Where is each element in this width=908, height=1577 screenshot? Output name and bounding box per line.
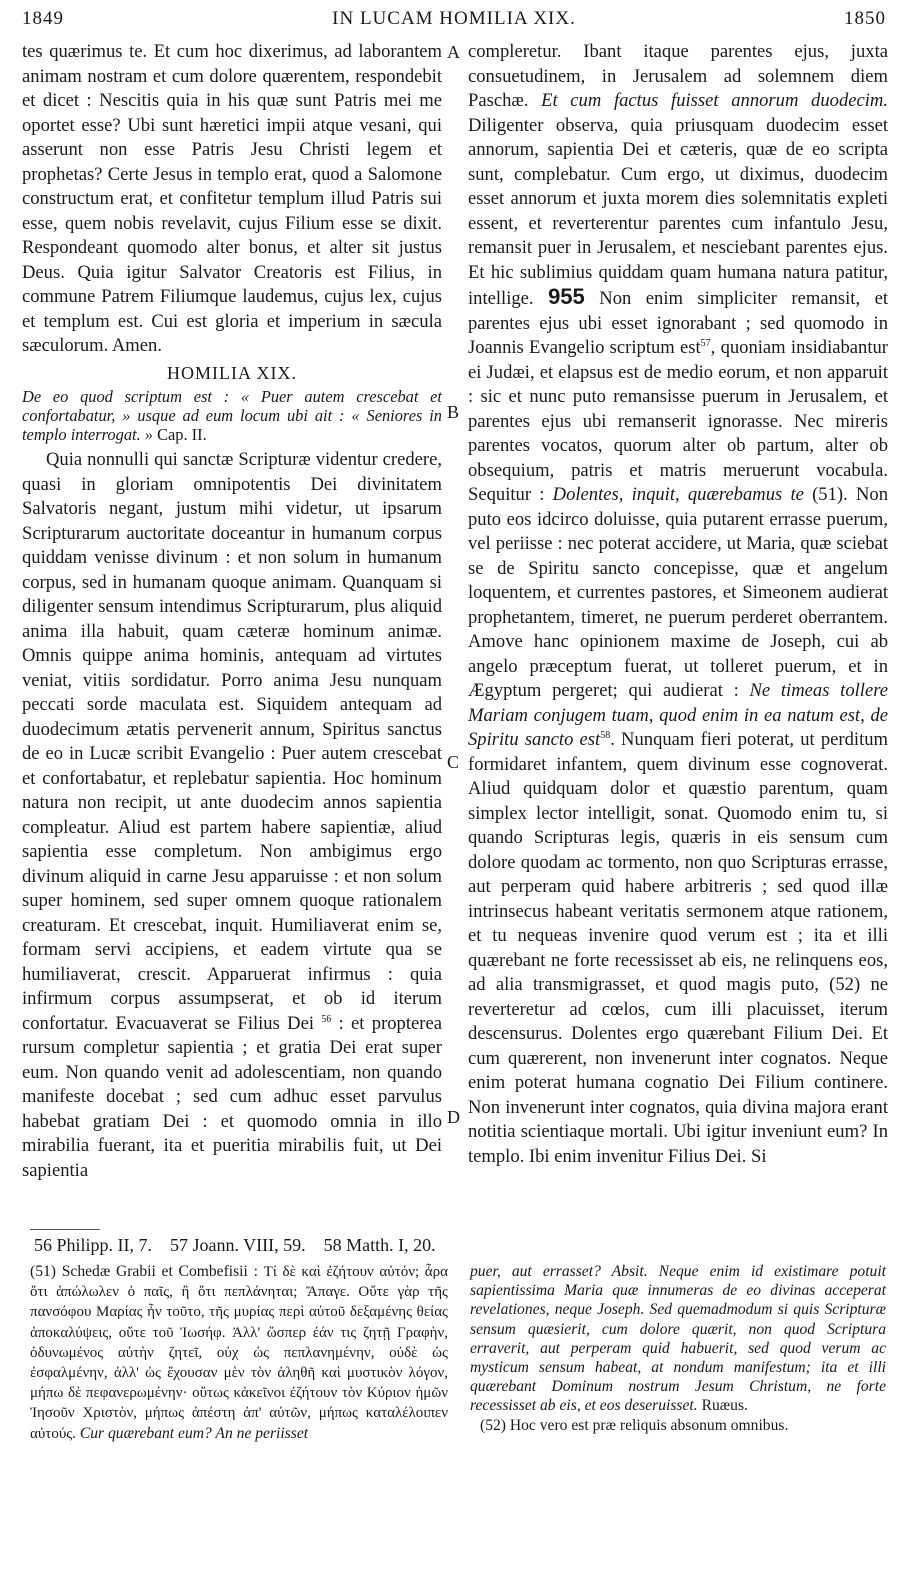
right-text-b: Diligenter observa, quia priusquam duodecim esset annorum, sapientia Dei et cæteris, quæ de eo scripta sunt, complebatur. Cum ergo, ut diximus, duodecim esset annorum et juxta morem dies solemnitatis expleti essent, et reverterentur parentes cum infantulo Jesu, remansit puer in Jerusalem, et nesciebant parentes ejus. Et hic sublimius quiddam quam humana natura patitur, intellige. — [468, 114, 888, 309]
homily-rubric — [22, 387, 442, 444]
note-51-continued — [470, 1262, 886, 1416]
margin-marker-a: A — [447, 42, 460, 62]
note-51-greek: Τί δὲ καὶ ἐζήτουν αὐτόν; ἆρα ὅτι ἀπώλωλεν ὁ παῖς, ἢ ὅτι πεπλάνηται; Ἄπαγε. Οὔτε γὰρ τῆς πανσόφου Μαρίας ἦν τοῦτο, τῆς μυρίας περὶ αὐτοῦ δεξαμένης θείας ἀποκαλύψεις, οὔτε τοῦ Ἰωσήφ. Ἀλλ' ὥσπερ ἐάν τις ζητῇ Γραφὴν, ὀδυνωμένος αὐτὴν ζητεῖ, οὐχ ὡς πεπλανημένην, οὐδὲ ὡς ἐσφαλμένην, ἀλλ' ὡς ἔχουσαν μὲν τὸν ἀληθῆ καὶ μυστικὸν λόγον, μήπω δὲ πεφανερωμένην· οὕτως κἀκεῖνοι ἐζήτουν τὸν Κύριον ἡμῶν Ἰησοῦν Χριστὸν, μήπως ἀπέστη ἀπ' αὐτῶν, μήπως καταλέλοιπεν αὐτούς. — [30, 1264, 448, 1442]
right-italic-3: Ne timeas tollere Mariam conjugem tuam, quod enim in ea natum est, de Spiritu sancto est — [468, 680, 889, 750]
margin-marker-b: B — [447, 402, 460, 422]
margin-marker-c: C — [447, 752, 460, 772]
note-51-latin-start: Cur quærebant eum? An ne periisset — [79, 1424, 309, 1442]
note-51-intro: (51) Schedæ Grabii et Combefisii : — [30, 1263, 258, 1280]
footnote-divider — [30, 1229, 100, 1230]
right-text-f: . Nunquam fieri poterat, ut perditum formidaret infantem, quem divinum esse cognoverat. Aliud quidquam dolor et quæstio parentum, quam simplex lector intelligit, sonat. Quomodo enim tu, si quando Scripturas legis, quæris in eis sensum cum dolore quodam ac tormento, non quo Scripturas errasse, aut perperam quid habere arbitreris ; sed quod illæ intrinsecus habeant veritatis sermonem atque rationem, et tu nequeas invenire quod verum est ; ita et illi quærebant ne forte recessisset ab eis, ne relinquens eos, ad alia transmigrasset, et quod magis puto, (52) ne reverteretur ad cœlos, cum illi placuisset, iterum descensurus. Dolentes ergo quærebant Filium Dei. Et cum quærerent, non invenerunt inter cognatos. Neque enim poterat humana cognatio Dei Filium continere. Non invenerunt inter cognatos, quia divina majora erant notitia scientiaque mortali. Ubi igitur inveniunt eum? In templo. Ibi enim invenitur Filius Dei. Si — [468, 729, 888, 1167]
right-paragraph — [468, 40, 888, 1169]
right-column — [468, 40, 888, 1169]
left-column — [22, 40, 442, 1183]
migne-column-number: 955 — [548, 284, 585, 309]
reference-56: 56 Philipp. II, 7. — [34, 1235, 153, 1255]
scripture-references — [34, 1235, 886, 1256]
right-italic-2: Dolentes, inquit, quærebamus te — [552, 484, 804, 505]
footnote-ref-58: 58 — [600, 729, 611, 741]
reference-58: 58 Matth. I, 20. — [323, 1235, 436, 1255]
right-text-c: Non enim simpliciter remansit, et parentes ejus ubi esset ignorabant ; sed quomodo in Joannis Evangelio scriptum est — [468, 288, 888, 358]
right-text-d: , quoniam insidiabantur ei Judæi, et elapsus est de medio eorum, et non apparuit : sic et nunc puto remansisse puerum in Jerusalem, et parentes ejus ubi remanserit ignorasse. Nec mireris parentes vocatos, quorum alter ob partum, alter ob obsequium, patris et matris meruerunt vocabula. Sequitur : — [468, 337, 888, 505]
notes-left-column — [30, 1262, 448, 1444]
footnote-ref-57: 57 — [700, 337, 711, 349]
margin-marker-d: D — [447, 1107, 460, 1127]
running-head — [22, 8, 886, 38]
left-paragraph-2-text: Quia nonnulli qui sanctæ Scripturæ videntur credere, quasi in gloriam omnipotentis Dei divinitatem Salvatoris negant, justum mihi videtur, ut ipsarum Scripturarum auctoritate doceantur in humanum corpus quiddam venisse divinum : et non solum in humanum corpus, sed in humanam quoque animam. Quanquam si diligenter sensum intendimus Scripturarum, plus aliquid anima illa habuit, quam cæteræ hominum animæ. Omnis quippe anima hominis, antequam ad virtutes veniat, vitiis sordidatur. Porro anima Jesu nunquam peccati sorde maculata est. Siquidem antequam ad duodecimum ætatis pervenerit annum, Spiritus sanctus de eo in Lucæ scribit Evangelio : Puer autem crescebat et confortabatur, et replebatur sapientia. Hoc hominum natura non recipit, ut ante duodecim annos sapientia compleatur. Aliud est partem habere sapientiæ, aliud sapientia esse completum. Non ambigimus ergo divinum aliquid in carne Jesu apparuisse : et non solum super hominem, sed super omnem quoque rationalem creaturam. Et crescebat, inquit. Humiliaverat enim se, formam servi accipiens, et eadem virtute qua se humiliaverat, crescit. Apparuerat infirmus : quia infirmum corpus assumpserat, et ob id iterum confortatur. Evacuaverat se Filius Dei — [22, 449, 442, 1034]
right-text-e: (51). Non puto eos idcirco doluisse, quia putarent errasse puerum, vel periisse : nec poterat accidere, ut Maria, quæ sciebat se de Spiritu sancto concepisse, quæ et angelum loquentem, et currentes pastores, et Simeonem audierat prophetantem, timeret, ne puerum perderet oberrantem. Amove hanc opinionem maxime de Joseph, cui ab angelo præceptum fuerat, ut tolleret puerum, et in Ægyptum pergeret; qui audierat : — [468, 484, 888, 701]
page-number-right: 1850 — [844, 8, 886, 29]
note-51-attribution: Ruæus. — [701, 1397, 748, 1415]
note-51-latin-cont: puer, aut errasset? Absit. Neque enim id existimare potuit sapientissima Maria quæ innumeras de eo divinas acceperat revelationes, neque Joseph. Sed quemadmodum si quis Scripturæ sensum quæsierit, cum dolore quærit, non quod Scriptura erraverit, aut perperam quid habuerit, sed quod verum ac mysticum sensum habeat, at nondum manifestum; ita et illi quærebant Dominum nostrum Jesum Christum, ne forte recessisset ab eis, et eos deseruisset. — [470, 1263, 886, 1415]
left-paragraph-2-end: : et propterea rursum completur sapientia ; et gratia Dei erat super eum. Non quando venit ad adolescentiam, non quando manifeste docebat ; sed cum adhuc esset parvulus habebat gratiam Dei : et quomodo omnia in illo mirabilia fuerant, ita et pueritia mirabilis fuit, ut Dei sapientia — [22, 1012, 442, 1181]
rubric-chapter: Cap. II. — [157, 425, 207, 444]
rubric-text: De eo quod scriptum est : « Puer autem crescebat et confortabatur, » usque ad eum locum ubi ait : « Seniores in templo interrogat. » — [22, 387, 442, 444]
note-51 — [30, 1262, 448, 1444]
footnote-ref-56: 56 — [321, 1013, 332, 1025]
reference-57: 57 Joann. VIII, 59. — [170, 1235, 306, 1255]
notes-right-column — [470, 1262, 886, 1435]
homily-heading: HOMILIA XIX. — [167, 362, 297, 383]
running-title: IN LUCAM HOMILIA XIX. — [332, 8, 576, 29]
left-paragraph-2 — [22, 448, 442, 1183]
left-paragraph-1: tes quærimus te. Et cum hoc dixerimus, ad laborantem animam nostram et cum dolore quærentem, respondebit et dicet : Nescitis quia in his quæ sunt Patris mei me oportet esse? Ubi sunt hæretici impii atque vesani, qui asserunt non esse Patris Jesu Christi legem et prophetas? Certe Jesus in templo erat, quod a Salomone constructum erat, et confitetur templum illud Patris sui esse, quem nobis revelavit, cujus Filium esse se dixit. Respondeant quomodo alter bonus, et alter sit justus Deus. Quia igitur Salvator Creatoris est Filius, in commune Patrem Filiumque laudemus, cujus lex, cujus et templum est. Cui est gloria et imperium in sæcula sæculorum. Amen. — [22, 41, 442, 356]
note-52: (52) Hoc vero est præ reliquis absonum omnibus. — [480, 1416, 789, 1434]
right-italic-1: Et cum factus fuisset annorum duodecim. — [541, 90, 888, 111]
page-number-left: 1849 — [22, 8, 64, 29]
right-text-a: compleretur. Ibant itaque parentes ejus, juxta consuetudinem, in Jerusalem ad solemnem diem Paschæ. — [468, 41, 888, 111]
